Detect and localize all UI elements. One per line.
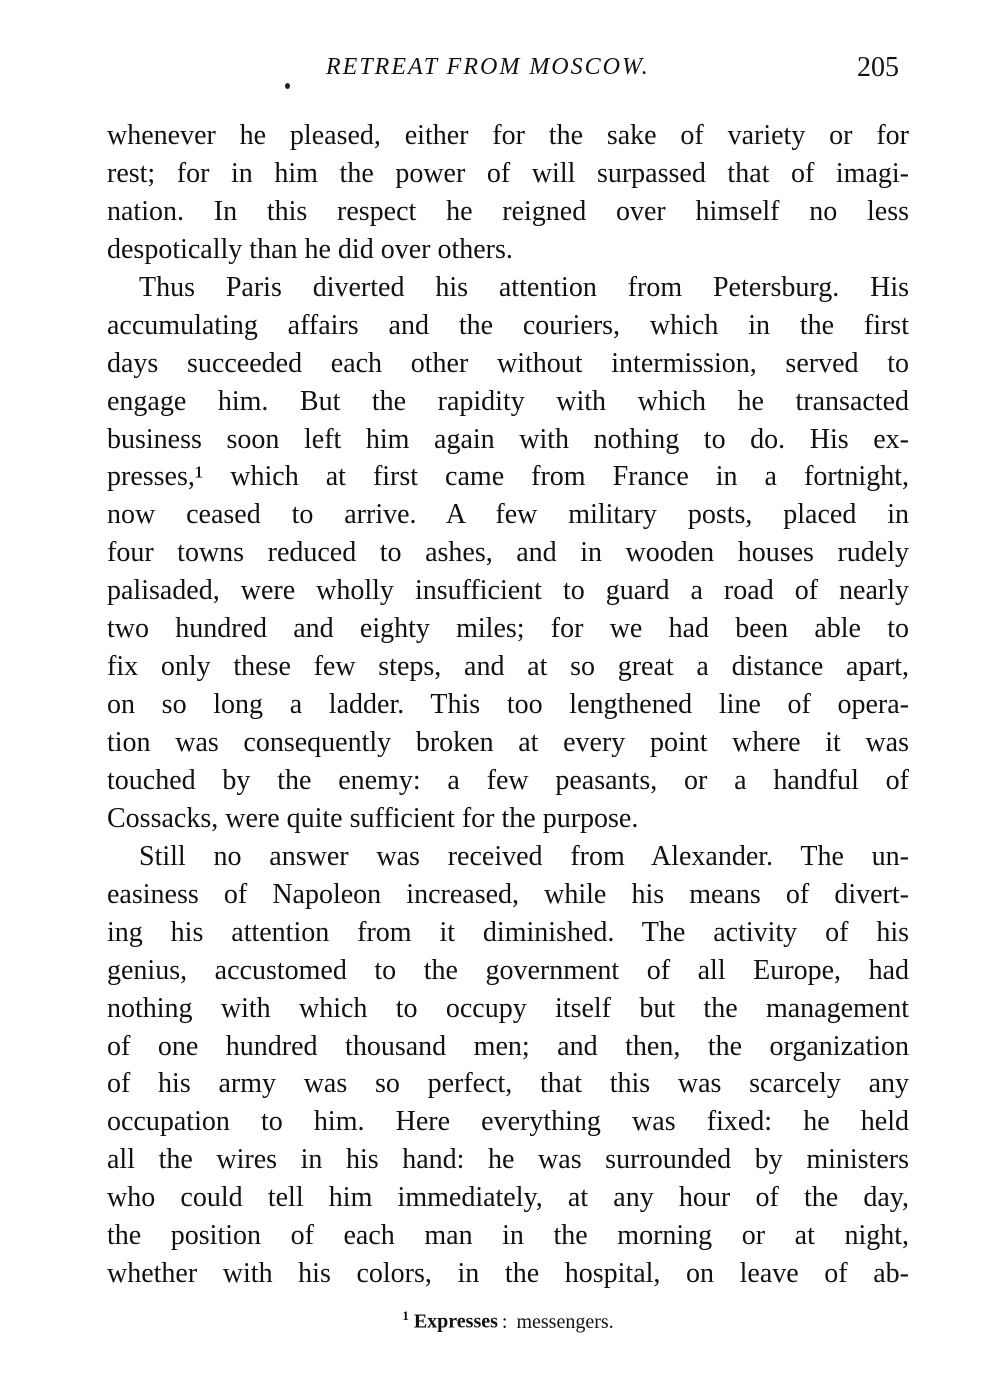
- text-line: Cossacks, were quite sufficient for the purpose.: [107, 802, 639, 834]
- text-line: two hundred and eighty miles; for we had been able to: [107, 613, 909, 645]
- footnote-definition: messengers.: [516, 1310, 614, 1333]
- text-line: Still no answer was received from Alexander. The un-: [139, 840, 909, 872]
- text-line: despotically than he did over others.: [107, 233, 513, 265]
- text-line: palisaded, were wholly insufficient to guard a road of nearly: [107, 575, 909, 607]
- text-line: accumulating affairs and the couriers, which in the first: [107, 309, 909, 341]
- text-line: four towns reduced to ashes, and in wooden houses rudely: [107, 537, 909, 569]
- footnote-separator: :: [501, 1310, 508, 1333]
- print-speck: [285, 83, 290, 89]
- text-line: Thus Paris diverted his attention from Petersburg. His: [139, 271, 909, 303]
- text-line: of his army was so perfect, that this was scarcely any: [107, 1068, 909, 1100]
- text-line: occupation to him. Here everything was fixed: he held: [107, 1106, 909, 1138]
- text-line: days succeeded each other without intermission, served to: [107, 347, 909, 379]
- footnote-marker: 1: [402, 1308, 409, 1323]
- footnote: [0, 1308, 1000, 1334]
- text-line: all the wires in his hand: he was surrounded by ministers: [107, 1144, 909, 1176]
- text-line: nothing with which to occupy itself but the management: [107, 992, 909, 1024]
- text-line: genius, accustomed to the government of all Europe, had: [107, 954, 909, 986]
- body-text: [107, 117, 909, 1293]
- text-line: rest; for in him the power of will surpassed that of imagi-: [107, 157, 909, 189]
- text-line: of one hundred thousand men; and then, the organization: [107, 1030, 909, 1062]
- text-line: nation. In this respect he reigned over himself no less: [107, 195, 909, 227]
- text-line: engage him. But the rapidity with which he transacted: [107, 385, 909, 417]
- text-line: whether with his colors, in the hospital, on leave of ab-: [107, 1258, 909, 1290]
- text-line: now ceased to arrive. A few military posts, placed in: [107, 499, 909, 531]
- text-line: the position of each man in the morning or at night,: [107, 1220, 909, 1252]
- text-line: who could tell him immediately, at any hour of the day,: [107, 1182, 909, 1214]
- paragraph: [107, 117, 909, 269]
- paragraph: [107, 838, 909, 1293]
- text-line: easiness of Napoleon increased, while his means of divert-: [107, 878, 909, 910]
- text-line: whenever he pleased, either for the sake of variety or for: [107, 120, 909, 151]
- text-line: fix only these few steps, and at so great a distance apart,: [107, 651, 909, 683]
- text-line: on so long a ladder. This too lengthened line of opera-: [107, 689, 909, 721]
- page-number: 205: [857, 52, 899, 83]
- text-line: touched by the enemy: a few peasants, or a handful of: [107, 764, 909, 796]
- footnote-term: Expresses: [413, 1310, 498, 1333]
- running-head: RETREAT FROM MOSCOW.: [326, 54, 650, 80]
- text-line: presses,¹ which at first came from France in a fortnight,: [107, 461, 909, 493]
- paragraph: [107, 269, 909, 838]
- text-line: business soon left him again with nothing to do. His ex-: [107, 423, 909, 455]
- text-line: tion was consequently broken at every point where it was: [107, 727, 909, 758]
- text-line: ing his attention from it diminished. The activity of his: [107, 916, 909, 948]
